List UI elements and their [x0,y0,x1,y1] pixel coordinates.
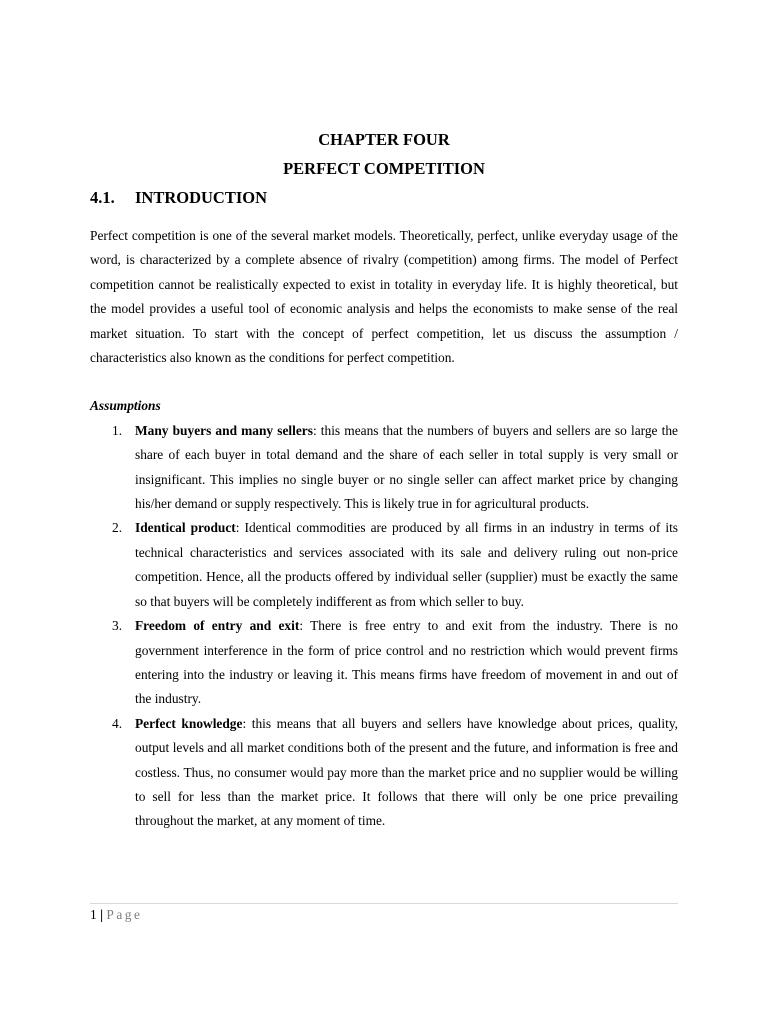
list-item [90,614,678,712]
list-item-term: Perfect knowledge [135,715,243,731]
intro-paragraph: Perfect competition is one of the several market models. Theoretically, perfect, unlike everyday usage of the word, is characterized by a complete absence of rivalry (competition) among firms. The model of Perfect competition cannot be realistically expected to exist in totality in everyday life. It is highly theoretical, but the model provides a useful tool of economic analysis and helps the economists to make sense of the real market situation. To start with the concept of perfect competition, let us discuss the assumption / characteristics also known as the conditions for perfect competition. [90,228,678,366]
list-item-term: Identical product [135,520,236,536]
list-item-text: : Identical commodities are produced by all firms in an industry in terms of its technical characteristics and services associated with its sale and delivery ruling out non-price competition. Hence, all the products offered by individual seller (supplier) must be exactly the same so that buyers will be completely indifferent as from which seller to buy. [135,520,679,609]
chapter-title: PERFECT COMPETITION [283,159,485,178]
list-item [90,419,678,517]
list-item-text: : There is free entry to and exit from the industry. There is no government interference in the form of price control and no restriction which would prevent firms entering into the industry or leaving it. This means firms have freedom of movement in and out of the industry. [135,618,679,707]
list-item-text: : this means that the numbers of buyers and sellers are so large the share of each buyer in total demand and the share of each seller in total supply is very small or insignificant. This implies no single buyer or no single seller can affect market price by changing his/her demand or supply respectively. This is likely true in for agricultural products. [135,422,678,512]
list-item-number: 3. [112,618,123,634]
list-item-number: 2. [112,520,123,536]
list-item-term: Many buyers and many sellers [135,422,313,438]
page-label: Page [106,907,143,922]
list-item-term: Freedom of entry and exit [135,618,300,634]
assumptions-list [90,419,678,834]
chapter-heading: CHAPTER FOUR [318,130,450,149]
list-item-number: 1. [112,422,123,438]
page-footer [90,903,678,924]
list-item-number: 4. [112,715,123,731]
list-item [90,516,678,614]
assumptions-heading: Assumptions [90,398,161,414]
list-item [90,712,678,834]
document-page [90,126,678,834]
page-number: 1 [90,907,97,922]
section-number: 4.1. [90,188,115,207]
section-title: INTRODUCTION [135,188,268,207]
page-separator: | [100,907,104,922]
list-item-text: : this means that all buyers and sellers have knowledge about prices, quality, output levels and all market conditions both of the present and the future, and information is free and costless. Thus, no consumer would pay more than the market price and no supplier would be willing to sell for less than the market price. It follows that there will only be one price prevailing throughout the market, at any moment of time. [135,715,678,829]
section-heading [90,184,678,212]
